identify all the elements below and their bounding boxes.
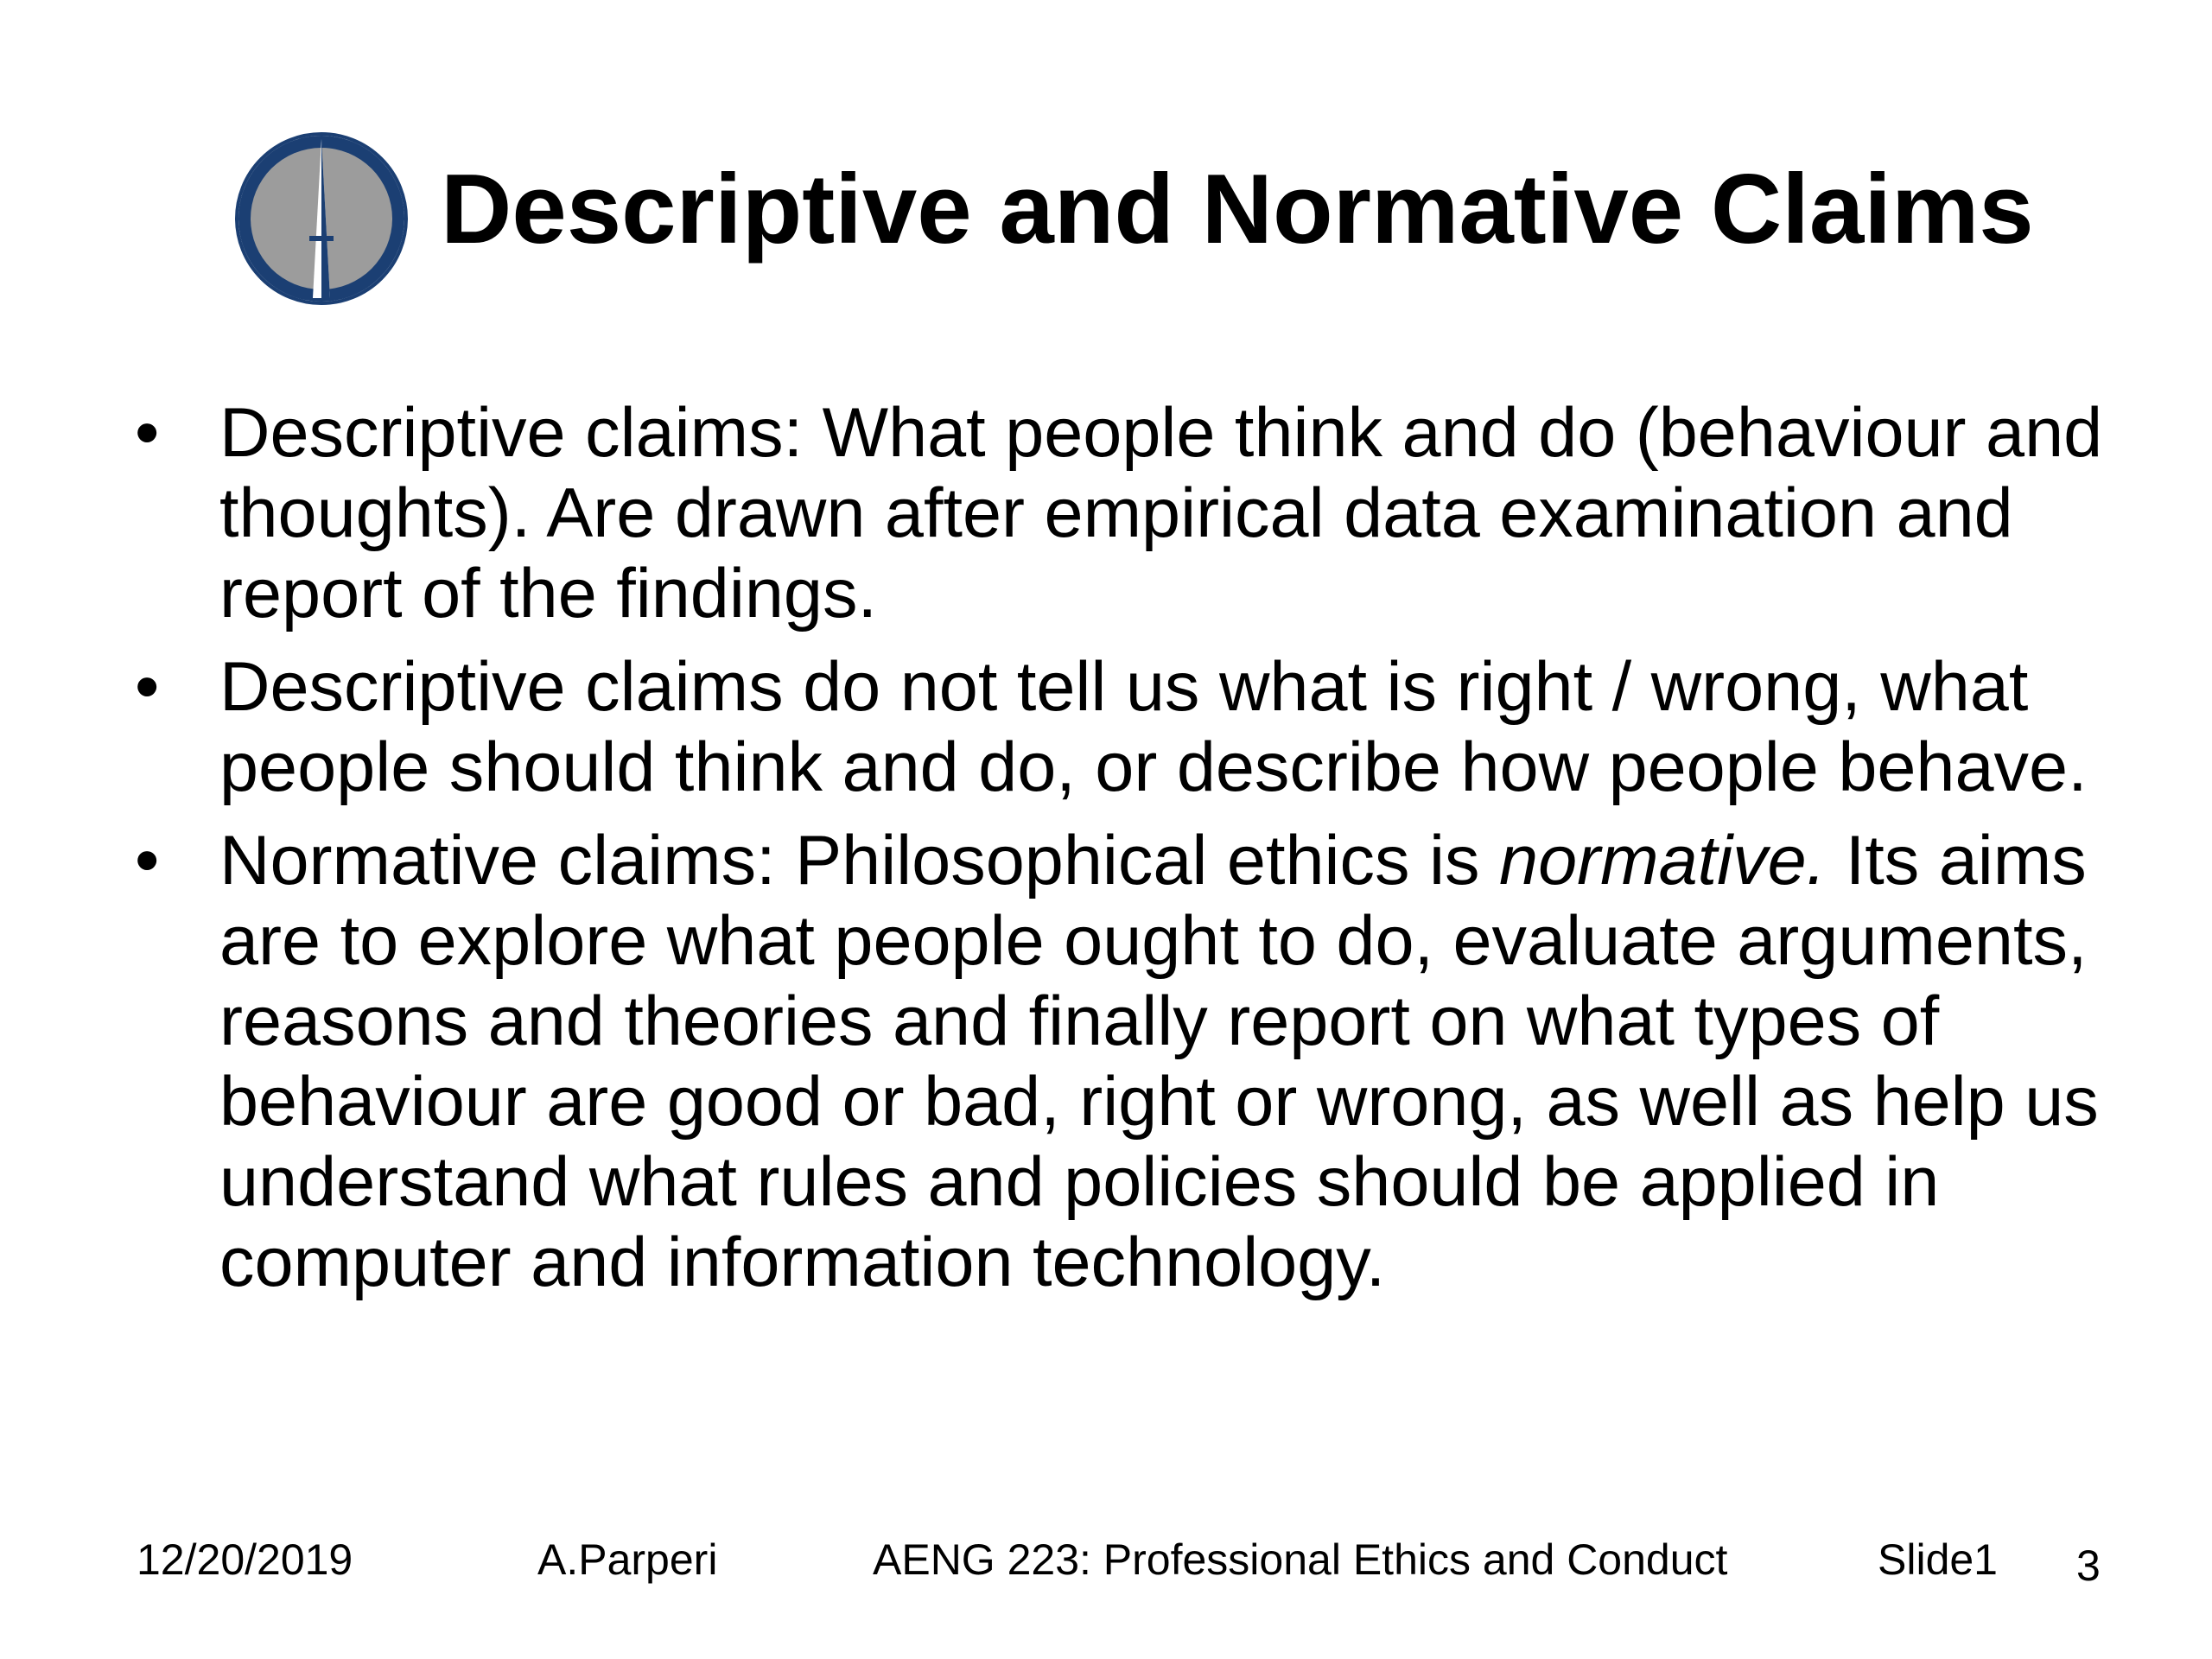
bullet-text: Descriptive claims do not tell us what is right / wrong, what people should think and do, or describe how people behave. — [219, 648, 2088, 806]
slide-title: Descriptive and Normative Claims — [441, 155, 2034, 264]
bullet-item-normative-claims — [130, 821, 2134, 1303]
bullet-text-start: Normative claims: Philosophical ethics is — [219, 822, 1500, 899]
bullet-text — [219, 822, 2099, 1301]
bullet-marker: • — [135, 648, 160, 726]
bullet-item-descriptive-limits — [130, 647, 2134, 808]
footer-course: AENG 223: Professional Ethics and Conduct — [873, 1535, 1728, 1584]
bullet-text-end: Its aims are to explore what people ought to do, evaluate arguments, reasons and theories and finally report on what types of behaviour are good or bad, right or wrong, as well as help us understand what rules and policies should be applied in computer and information technology. — [219, 822, 2099, 1301]
footer-page-number: 3 — [2076, 1541, 2101, 1590]
footer-author: A.Parperi — [537, 1535, 718, 1584]
bullet-text: Descriptive claims: What people think and do (behaviour and thoughts). Are drawn after empirical data examination and report of the findings. — [219, 394, 2103, 632]
emphasis-normative: normative. — [1499, 822, 1827, 899]
bullet-item-descriptive-claims — [130, 393, 2134, 634]
bullet-marker: • — [135, 822, 160, 899]
bullet-list — [130, 393, 2134, 1316]
footer-slide-label: Slide1 — [1878, 1535, 1998, 1584]
footer-date: 12/20/2019 — [137, 1535, 353, 1584]
compass-logo-icon — [235, 132, 408, 305]
bullet-marker: • — [135, 394, 160, 472]
